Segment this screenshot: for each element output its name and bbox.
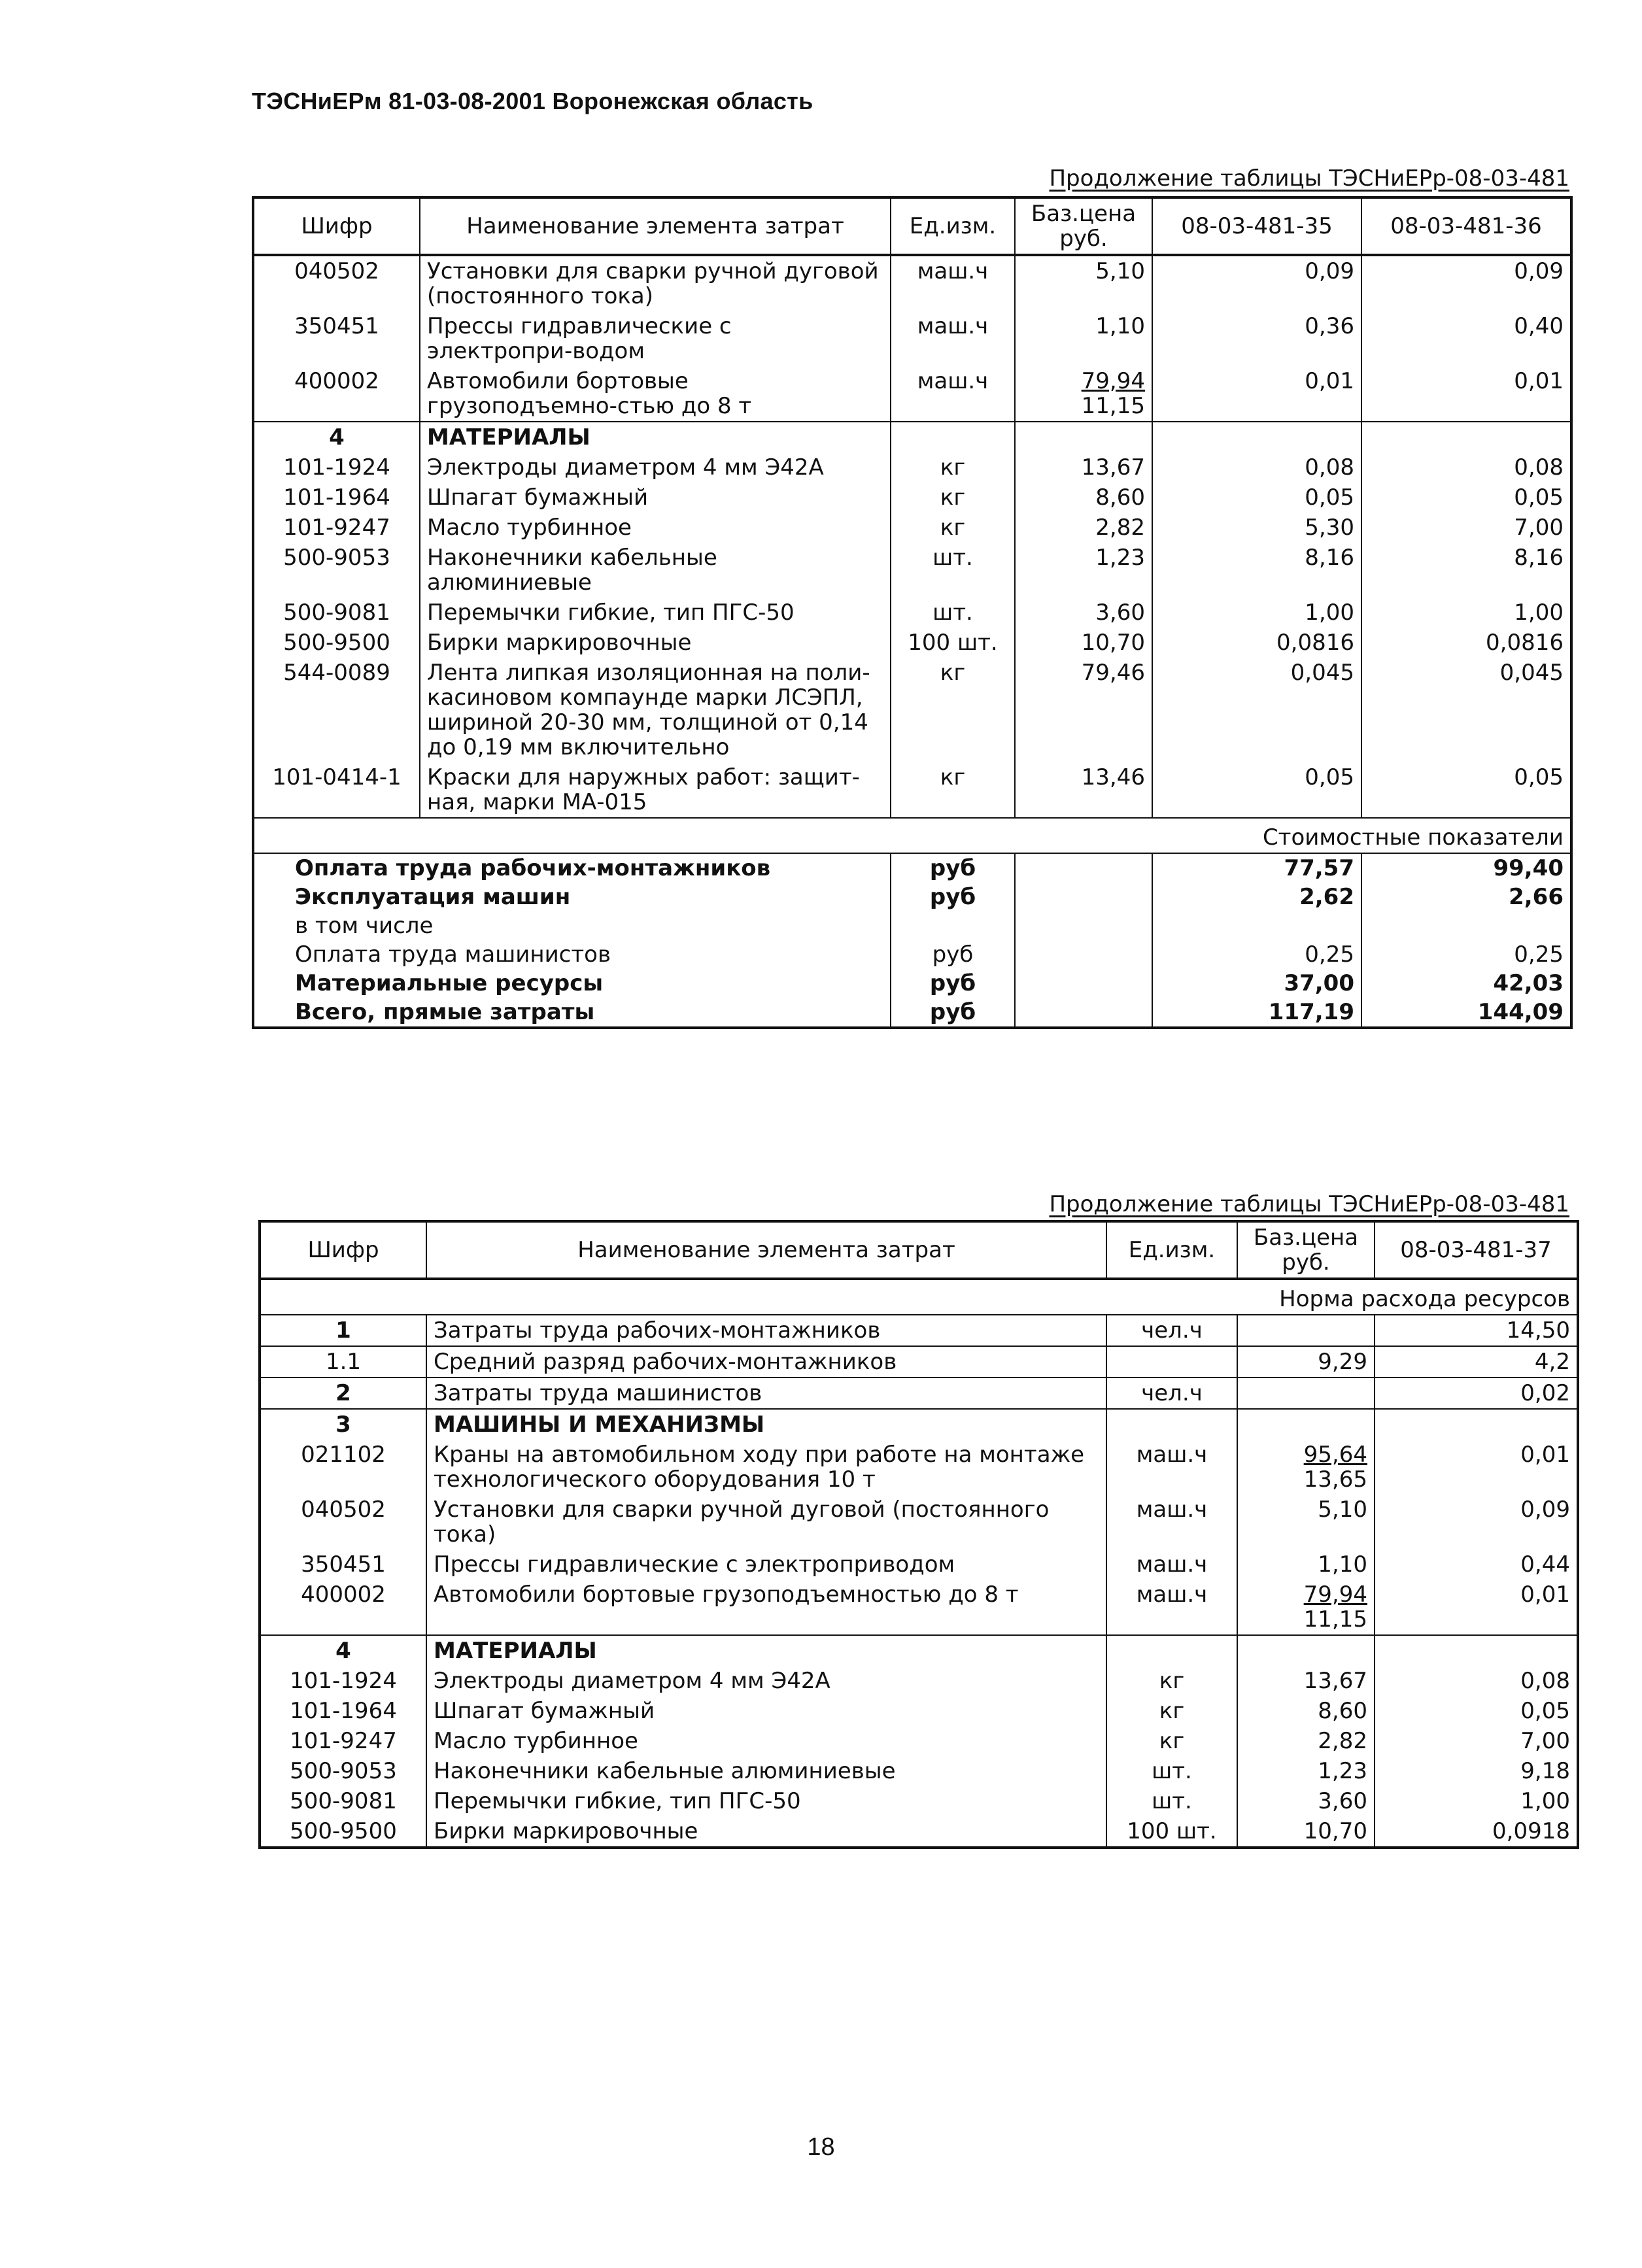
- section-title: МАТЕРИАЛЫ: [420, 422, 891, 452]
- name-cell: Краны на автомобильном ходу при работе на монтаже технологического оборудования 10 т: [426, 1440, 1106, 1495]
- unit-cell: шт.: [891, 598, 1015, 628]
- code-cell: 101-1964: [260, 1696, 426, 1726]
- total-unit: руб: [891, 969, 1015, 998]
- table-row: [260, 1440, 1578, 1495]
- unit-cell: кг: [1106, 1726, 1237, 1756]
- table-row: [260, 1666, 1578, 1696]
- code-cell: 500-9500: [253, 628, 420, 658]
- table-row: [253, 255, 1571, 311]
- col-header-code: Шифр: [260, 1221, 426, 1279]
- empty-cell: [1015, 940, 1152, 969]
- value-cell-35: 1,00: [1152, 598, 1361, 628]
- price-cell: 1,10: [1015, 311, 1152, 366]
- unit-cell: кг: [891, 658, 1015, 762]
- price-cell: 5,10: [1237, 1495, 1375, 1549]
- cost-indicators-label: Стоимостные показатели: [253, 818, 1571, 853]
- name-cell: Перемычки гибкие, тип ПГС-50: [420, 598, 891, 628]
- price-cell: [1237, 1580, 1375, 1635]
- name-cell: Бирки маркировочные: [426, 1816, 1106, 1848]
- empty-cell: [1237, 1409, 1375, 1440]
- section-title: МАШИНЫ И МЕХАНИЗМЫ: [426, 1409, 1106, 1440]
- code-cell: 500-9053: [253, 543, 420, 598]
- col-header-37: 08-03-481-37: [1375, 1221, 1578, 1279]
- empty-cell: [1015, 422, 1152, 452]
- value-cell-35: 0,045: [1152, 658, 1361, 762]
- value-cell-36: 8,16: [1361, 543, 1571, 598]
- price-cell: 13,67: [1237, 1666, 1375, 1696]
- value-cell-35: 0,05: [1152, 482, 1361, 513]
- name-cell: Автомобили бортовые грузоподъемно-стью до 8 т: [420, 366, 891, 422]
- value-cell-36: 0,09: [1361, 255, 1571, 311]
- col-header-code: Шифр: [253, 197, 420, 255]
- norm-band: [260, 1279, 1578, 1315]
- value-cell-37: 4,2: [1375, 1346, 1578, 1378]
- total-label: в том числе: [253, 911, 891, 940]
- empty-cell: [1152, 422, 1361, 452]
- value-cell-35: 0,0816: [1152, 628, 1361, 658]
- value-cell-36: 0,05: [1361, 482, 1571, 513]
- unit-cell: маш.ч: [1106, 1580, 1237, 1635]
- value-cell-37: 9,18: [1375, 1756, 1578, 1786]
- code-cell: 350451: [253, 311, 420, 366]
- total-label: Всего, прямые затраты: [253, 998, 891, 1028]
- table-row: [260, 1580, 1578, 1635]
- price-cell: 13,46: [1015, 762, 1152, 818]
- table-row: [253, 311, 1571, 366]
- name-cell: Наконечники кабельные алюминиевые: [420, 543, 891, 598]
- section-number: 4: [253, 422, 420, 452]
- name-cell: Краски для наружных работ: защит-ная, марки МА-015: [420, 762, 891, 818]
- price-cell: 10,70: [1015, 628, 1152, 658]
- total-row: [253, 853, 1571, 883]
- value-cell-36: 0,05: [1361, 762, 1571, 818]
- value-cell-37: 7,00: [1375, 1726, 1578, 1756]
- total-unit: руб: [891, 883, 1015, 911]
- price-cell: [1015, 366, 1152, 422]
- total-label: Оплата труда машинистов: [253, 940, 891, 969]
- unit-cell: шт.: [1106, 1786, 1237, 1816]
- code-cell: 2: [260, 1378, 426, 1409]
- total-label: Материальные ресурсы: [253, 969, 891, 998]
- col-header-price: Баз.цена руб.: [1237, 1221, 1375, 1279]
- code-cell: 500-9081: [260, 1786, 426, 1816]
- table1-header-row: [253, 197, 1571, 255]
- table-row: [260, 1378, 1578, 1409]
- name-cell: Перемычки гибкие, тип ПГС-50: [426, 1786, 1106, 1816]
- section-number: 3: [260, 1409, 426, 1440]
- table-row: [253, 762, 1571, 818]
- empty-cell: [1015, 911, 1152, 940]
- table-row: [253, 513, 1571, 543]
- price-cell: 2,82: [1237, 1726, 1375, 1756]
- code-cell: 400002: [260, 1580, 426, 1635]
- table-row: [253, 482, 1571, 513]
- table-row: [253, 366, 1571, 422]
- total-value-35: 77,57: [1152, 853, 1361, 883]
- price-value: 95,64: [1303, 1442, 1367, 1468]
- unit-cell: [1106, 1346, 1237, 1378]
- empty-cell: [891, 422, 1015, 452]
- total-row: [253, 998, 1571, 1028]
- name-cell: Наконечники кабельные алюминиевые: [426, 1756, 1106, 1786]
- unit-cell: кг: [891, 452, 1015, 482]
- table-row: [260, 1495, 1578, 1549]
- total-value-36: 2,66: [1361, 883, 1571, 911]
- value-cell-37: 14,50: [1375, 1315, 1578, 1346]
- empty-cell: [1106, 1635, 1237, 1666]
- code-cell: 101-9247: [253, 513, 420, 543]
- empty-cell: [1015, 969, 1152, 998]
- table-row: [253, 598, 1571, 628]
- total-value-36: 144,09: [1361, 998, 1571, 1028]
- total-unit: руб: [891, 998, 1015, 1028]
- value-cell-36: 0,40: [1361, 311, 1571, 366]
- total-value-35: 0,25: [1152, 940, 1361, 969]
- col-header-unit: Ед.изм.: [891, 197, 1015, 255]
- value-cell-37: 0,44: [1375, 1549, 1578, 1580]
- total-value-35: 117,19: [1152, 998, 1361, 1028]
- unit-cell: 100 шт.: [1106, 1816, 1237, 1848]
- section-number: 4: [260, 1635, 426, 1666]
- empty-cell: [1015, 998, 1152, 1028]
- name-cell: Шпагат бумажный: [426, 1696, 1106, 1726]
- name-cell: Бирки маркировочные: [420, 628, 891, 658]
- value-cell-37: 0,05: [1375, 1696, 1578, 1726]
- value-cell-35: 0,08: [1152, 452, 1361, 482]
- value-cell-36: 0,045: [1361, 658, 1571, 762]
- table-row: [260, 1726, 1578, 1756]
- price-cell: 8,60: [1237, 1696, 1375, 1726]
- code-cell: 500-9500: [260, 1816, 426, 1848]
- section-title: МАТЕРИАЛЫ: [426, 1635, 1106, 1666]
- price-value-secondary: 11,15: [1303, 1606, 1367, 1633]
- unit-cell: кг: [1106, 1666, 1237, 1696]
- price-cell: 1,23: [1015, 543, 1152, 598]
- total-row: [253, 940, 1571, 969]
- total-row: [253, 911, 1571, 940]
- code-cell: 1: [260, 1315, 426, 1346]
- unit-cell: шт.: [1106, 1756, 1237, 1786]
- unit-cell: чел.ч: [1106, 1315, 1237, 1346]
- code-cell: 500-9053: [260, 1756, 426, 1786]
- value-cell-37: 0,01: [1375, 1440, 1578, 1495]
- unit-cell: маш.ч: [891, 311, 1015, 366]
- price-cell: 5,10: [1015, 255, 1152, 311]
- code-cell: 040502: [253, 255, 420, 311]
- unit-cell: маш.ч: [891, 255, 1015, 311]
- price-cell: [1237, 1440, 1375, 1495]
- unit-cell: маш.ч: [1106, 1549, 1237, 1580]
- unit-cell: кг: [891, 513, 1015, 543]
- name-cell: Прессы гидравлические с электропри-водом: [420, 311, 891, 366]
- total-value-36: 42,03: [1361, 969, 1571, 998]
- value-cell-35: 0,01: [1152, 366, 1361, 422]
- unit-cell: шт.: [891, 543, 1015, 598]
- table-row: [260, 1756, 1578, 1786]
- price-cell: 9,29: [1237, 1346, 1375, 1378]
- price-cell: 1,23: [1237, 1756, 1375, 1786]
- empty-cell: [1361, 422, 1571, 452]
- value-cell-37: 0,09: [1375, 1495, 1578, 1549]
- table-row: [253, 658, 1571, 762]
- price-cell: 8,60: [1015, 482, 1152, 513]
- total-value-36: 0,25: [1361, 940, 1571, 969]
- code-cell: 021102: [260, 1440, 426, 1495]
- section-row-materials: [253, 422, 1571, 452]
- value-cell-36: 0,01: [1361, 366, 1571, 422]
- price-cell: 3,60: [1237, 1786, 1375, 1816]
- page-number: 18: [807, 2133, 835, 2161]
- table1-caption: Продолжение таблицы ТЭСНиЕРр-08-03-481: [1049, 165, 1569, 192]
- code-cell: 500-9081: [253, 598, 420, 628]
- table2-caption: Продолжение таблицы ТЭСНиЕРр-08-03-481: [1049, 1191, 1569, 1217]
- value-cell-35: 0,36: [1152, 311, 1361, 366]
- empty-cell: [1375, 1409, 1578, 1440]
- code-cell: 101-1964: [253, 482, 420, 513]
- table-row: [260, 1549, 1578, 1580]
- price-cell: 3,60: [1015, 598, 1152, 628]
- code-cell: 101-1924: [260, 1666, 426, 1696]
- code-cell: 101-1924: [253, 452, 420, 482]
- code-cell: 040502: [260, 1495, 426, 1549]
- total-unit: руб: [891, 940, 1015, 969]
- table2-header-row: [260, 1221, 1578, 1279]
- document-header: ТЭСНиЕРм 81-03-08-2001 Воронежская область: [252, 88, 813, 114]
- col-header-price: Баз.цена руб.: [1015, 197, 1152, 255]
- table2: [258, 1220, 1579, 1849]
- price-value-secondary: 13,65: [1303, 1466, 1367, 1493]
- empty-cell: [1015, 853, 1152, 883]
- table-row: [260, 1816, 1578, 1848]
- price-cell: 1,10: [1237, 1549, 1375, 1580]
- value-cell-36: 0,0816: [1361, 628, 1571, 658]
- name-cell: Лента липкая изоляционная на поли-касиновом компаунде марки ЛСЭПЛ, шириной 20-30 мм, толщиной от 0,14 до 0,19 мм включительно: [420, 658, 891, 762]
- total-value-35: 2,62: [1152, 883, 1361, 911]
- total-unit: руб: [891, 853, 1015, 883]
- total-value-35: 37,00: [1152, 969, 1361, 998]
- value-cell-37: 1,00: [1375, 1786, 1578, 1816]
- unit-cell: кг: [891, 482, 1015, 513]
- empty-cell: [1375, 1635, 1578, 1666]
- price-cell: [1237, 1315, 1375, 1346]
- value-cell-36: 1,00: [1361, 598, 1571, 628]
- value-cell-37: 0,02: [1375, 1378, 1578, 1409]
- name-cell: Электроды диаметром 4 мм Э42А: [420, 452, 891, 482]
- price-cell: 79,46: [1015, 658, 1152, 762]
- unit-cell: кг: [1106, 1696, 1237, 1726]
- value-cell-35: 0,09: [1152, 255, 1361, 311]
- price-value: 79,94: [1303, 1582, 1367, 1608]
- total-label: Эксплуатация машин: [253, 883, 891, 911]
- empty-cell: [1237, 1635, 1375, 1666]
- norm-band-label: Норма расхода ресурсов: [260, 1279, 1578, 1315]
- name-cell: Затраты труда рабочих-монтажников: [426, 1315, 1106, 1346]
- col-header-36: 08-03-481-36: [1361, 197, 1571, 255]
- price-value-secondary: 11,15: [1081, 393, 1145, 419]
- value-cell-37: 0,08: [1375, 1666, 1578, 1696]
- value-cell-35: 5,30: [1152, 513, 1361, 543]
- total-row: [253, 969, 1571, 998]
- value-cell-37: 0,01: [1375, 1580, 1578, 1635]
- value-cell-35: 8,16: [1152, 543, 1361, 598]
- empty-cell: [1015, 883, 1152, 911]
- value-cell-35: 0,05: [1152, 762, 1361, 818]
- total-unit: [891, 911, 1015, 940]
- table-row: [260, 1696, 1578, 1726]
- total-label: Оплата труда рабочих-монтажников: [253, 853, 891, 883]
- total-value-35: [1152, 911, 1361, 940]
- unit-cell: маш.ч: [1106, 1495, 1237, 1549]
- col-header-35: 08-03-481-35: [1152, 197, 1361, 255]
- name-cell: Шпагат бумажный: [420, 482, 891, 513]
- name-cell: Масло турбинное: [426, 1726, 1106, 1756]
- unit-cell: 100 шт.: [891, 628, 1015, 658]
- code-cell: 400002: [253, 366, 420, 422]
- table-row: [260, 1315, 1578, 1346]
- name-cell: Прессы гидравлические с электроприводом: [426, 1549, 1106, 1580]
- total-value-36: 99,40: [1361, 853, 1571, 883]
- name-cell: Установки для сварки ручной дуговой (постоянного тока): [420, 255, 891, 311]
- section-row-materials: [260, 1635, 1578, 1666]
- name-cell: Установки для сварки ручной дуговой (постоянного тока): [426, 1495, 1106, 1549]
- price-cell: 13,67: [1015, 452, 1152, 482]
- name-cell: Затраты труда машинистов: [426, 1378, 1106, 1409]
- price-cell: [1237, 1378, 1375, 1409]
- section-row-machines: [260, 1409, 1578, 1440]
- code-cell: 544-0089: [253, 658, 420, 762]
- code-cell: 1.1: [260, 1346, 426, 1378]
- col-header-name: Наименование элемента затрат: [420, 197, 891, 255]
- table-row: [253, 452, 1571, 482]
- name-cell: Средний разряд рабочих-монтажников: [426, 1346, 1106, 1378]
- empty-cell: [1106, 1409, 1237, 1440]
- name-cell: Автомобили бортовые грузоподъемностью до 8 т: [426, 1580, 1106, 1635]
- table-row: [253, 628, 1571, 658]
- table1: [252, 196, 1573, 1029]
- unit-cell: чел.ч: [1106, 1378, 1237, 1409]
- value-cell-36: 0,08: [1361, 452, 1571, 482]
- unit-cell: маш.ч: [891, 366, 1015, 422]
- cost-indicators-band: [253, 818, 1571, 853]
- code-cell: 101-0414-1: [253, 762, 420, 818]
- price-value: 79,94: [1081, 368, 1145, 394]
- table-row: [260, 1346, 1578, 1378]
- table-row: [260, 1786, 1578, 1816]
- total-value-36: [1361, 911, 1571, 940]
- col-header-name: Наименование элемента затрат: [426, 1221, 1106, 1279]
- value-cell-37: 0,0918: [1375, 1816, 1578, 1848]
- price-cell: 10,70: [1237, 1816, 1375, 1848]
- code-cell: 101-9247: [260, 1726, 426, 1756]
- name-cell: Электроды диаметром 4 мм Э42А: [426, 1666, 1106, 1696]
- unit-cell: маш.ч: [1106, 1440, 1237, 1495]
- total-row: [253, 883, 1571, 911]
- code-cell: 350451: [260, 1549, 426, 1580]
- value-cell-36: 7,00: [1361, 513, 1571, 543]
- table-row: [253, 543, 1571, 598]
- name-cell: Масло турбинное: [420, 513, 891, 543]
- price-cell: 2,82: [1015, 513, 1152, 543]
- col-header-unit: Ед.изм.: [1106, 1221, 1237, 1279]
- unit-cell: кг: [891, 762, 1015, 818]
